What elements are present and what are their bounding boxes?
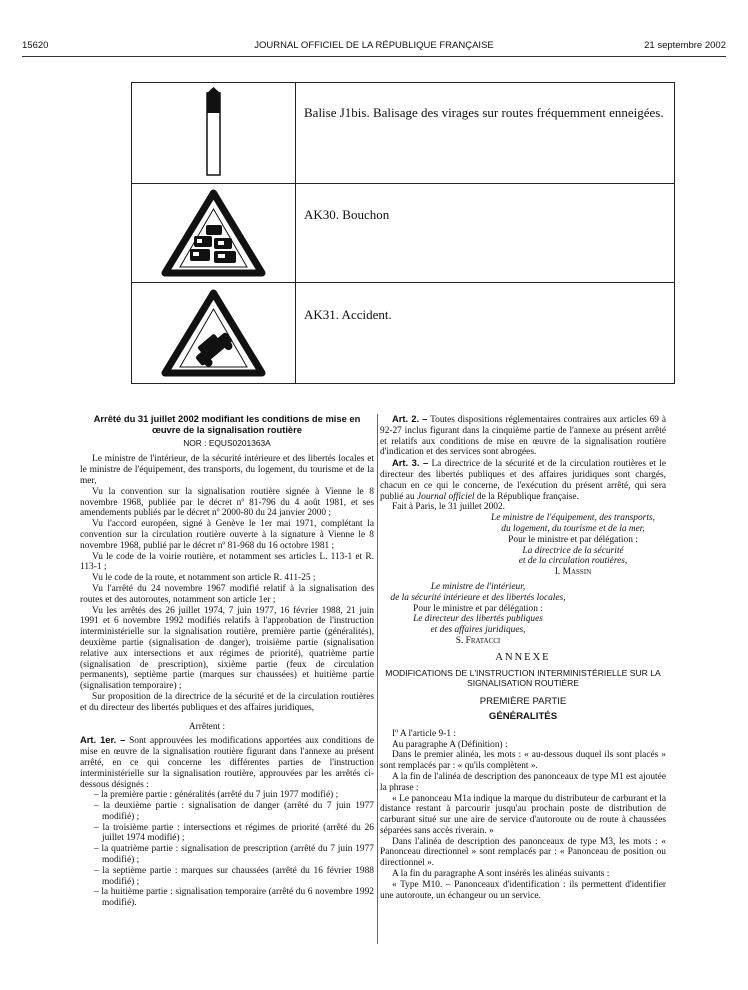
sig2-line1: Le ministre de l'intérieur, (430, 581, 526, 592)
paragraph: Le ministre de l'intérieur, de la sécurité intérieure et des libertés locales et le ministre de l'équipement, des transports, du logement, du tourisme et de la mer, (80, 454, 374, 486)
sign-picture-cell (132, 283, 296, 383)
article-3 (380, 458, 666, 502)
list-item: – la troisième partie : intersections et régimes de priorité (arrêté du 26 juillet 1974 modifié) ; (94, 822, 374, 844)
sign-description: AK30. Bouchon (304, 207, 390, 222)
paragraph: Vu le code de la route, et notamment son article R. 411-25 ; (92, 573, 316, 584)
paragraph: A la fin du paragraphe A sont insérés les alinéas suivants : (392, 869, 610, 880)
journal-title: JOURNAL OFFICIEL DE LA RÉPUBLIQUE FRANÇAISE (254, 40, 494, 51)
sig1-line2: du logement, du tourisme et de la mer, (501, 523, 645, 534)
sign-description: AK31. Accident. (304, 307, 392, 322)
sig1-line4: La directrice de la sécurité (522, 545, 624, 556)
sign-row (132, 83, 674, 184)
signature-block-1 (380, 513, 666, 578)
sig1-line5: et de la circulation routières, (518, 556, 628, 567)
fait-a-paris: Fait à Paris, le 31 juillet 2002. (392, 502, 506, 513)
sign-row (132, 283, 674, 383)
left-column (80, 414, 374, 909)
sig2-line4: Le directeur des libertés publiques (413, 614, 543, 625)
article-2-label: Art. 2. – (392, 413, 428, 424)
list-item: – la deuxième partie : signalisation de danger (arrêté du 7 juin 1977 modifié) ; (94, 801, 374, 822)
header-rule (22, 56, 726, 57)
journal-officiel-ref: Journal officiel (416, 491, 475, 502)
annexe-title: ANNEXE (495, 651, 551, 663)
parts-list (80, 790, 374, 909)
sig1-name: I. Massin (554, 567, 592, 578)
section-heading: GÉNÉRALITÉS (488, 710, 558, 722)
annexe-subtitle: MODIFICATIONS DE L'INSTRUCTION INTERMINISTÉRIELLE SUR LA SIGNALISATION ROUTIÈRE (385, 667, 661, 689)
article-2 (380, 414, 666, 458)
article-1-label: Art. 1er. – (80, 734, 126, 746)
paragraph: Au paragraphe A (Définition) : (392, 739, 508, 750)
sign-row (132, 183, 674, 283)
paragraph: « Le panonceau M1a indique la marque du distributeur de carburant et la distance restant à parcourir jusqu'au prochain poste de distribution de carburant situé sur une aire de service d'autoroute ou de route à chaussées séparées sans accès riverain. » (380, 793, 666, 836)
paragraph: « Type M10. – Panonceaux d'identification : ils permettent d'identifier une autoroute, un échangeur ou un service. (380, 879, 666, 901)
column-divider (377, 414, 378, 944)
sig2-line5: et des affaires juridiques, (430, 625, 526, 636)
paragraph: Dans le premier alinéa, les mots : « au-dessous duquel ils sont placés » sont remplacés par : « qu'ils complètent ». (380, 750, 666, 772)
list-item: – la première partie : généralités (arrêté du 7 juin 1977 modifié) ; (94, 790, 339, 801)
sign-picture-cell (132, 83, 296, 183)
sig1-line1: Le ministre de l'équipement, des transports, (491, 513, 655, 524)
paragraph: A la fin de l'alinéa de description des panonceaux de type M1 est ajoutée la phrase : (380, 771, 666, 793)
paragraph: Dans l'alinéa de description des panonceaux de type M3, les mots : « Panonceau directionnel » sont remplacés par : « Panonceau de position ou directionnel ». (380, 836, 666, 869)
list-item: – la huitième partie : signalisation temporaire (arrêté du 6 novembre 1992 modifié). (94, 887, 374, 909)
article-2-text: Toutes dispositions réglementaires contraires aux articles 69 à 92-27 inclus figurant dans la cinquième partie de l'annexe au présent arrêté et relatifs aux conditions de mise en œuvre de la signalisation routière d'indication et des services sont abrogées. (380, 415, 666, 458)
sig1-line3: Pour le ministre et par délégation : (508, 534, 638, 545)
part-heading: PREMIÈRE PARTIE (479, 696, 567, 708)
arrete-title: Arrêté du 31 juillet 2002 modifiant les conditions de mise en œuvre de la signalisation routière (93, 413, 361, 435)
paragraph: Vu l'accord européen, signé à Genève le 1er mai 1971, complétant la convention sur la circulation routière ouverte à la signature à Vienne le 8 novembre 1968, publié par le décret nº 81-968 du 16 octobre 1981 ; (80, 519, 374, 551)
paragraph: Vu le code de la voirie routière, et notamment ses articles L. 113-1 et R. 113-1 ; (80, 551, 374, 573)
article-3-label: Art. 3. – (392, 457, 429, 469)
article-1-text: Sont approuvées les modifications apportées aux conditions de mise en œuvre de la signalisation routière figurant dans l'annexe au présent arrêté, en ce qui concerne les différentes parties de l'instruction interministérielle sur la signalisation routière, approuvées par les arrêtés ci-dessous désignés : (80, 736, 375, 790)
sig2-line2: de la sécurité intérieure et des libertés locales, (390, 592, 566, 603)
signature-block-2 (380, 582, 666, 647)
signs-table (131, 82, 675, 384)
snow-pole-beacon-icon (132, 83, 295, 183)
sign-description: Balise J1bis. Balisage des virages sur routes fréquemment enneigées. (304, 105, 664, 120)
arretent-heading: Arrêtent : (188, 721, 226, 732)
paragraph: Vu l'arrêté du 24 novembre 1967 modifié relatif à la signalisation des routes et des autoroutes, notamment son article 1er ; (80, 583, 374, 605)
nor-reference: NOR : EQUS0201363A (183, 437, 271, 448)
paragraph: Sur proposition de la directrice de la sécurité et de la circulation routières et du directeur des libertés publiques et des affaires juridiques, (80, 691, 374, 713)
right-column (380, 414, 666, 901)
sign-picture-cell (132, 183, 296, 282)
sig2-name: S. Fratacci (455, 635, 501, 646)
paragraph: Vu les arrêtés des 26 juillet 1974, 7 juin 1977, 16 février 1988, 21 juin 1991 et 6 novembre 1992 modifiés relatifs à l'approbation de l'instruction interministérielle sur la signalisation routière, première partie (généralités), deuxième partie (signalisation de danger), troisième partie (signalisation relative aux intersections et aux régimes de priorité), quatrième partie (signalisation de prescription), sixième partie (feux de circulation permanents), septième partie (marques sur chaussées) et huitième partie (signalisation temporaire) ; (80, 605, 374, 692)
publication-date: 21 septembre 2002 (644, 40, 726, 51)
list-item: – la septième partie : marques sur chaussées (arrêté du 16 février 1988 modifié) ; (94, 865, 374, 887)
paragraph: Vu la convention sur la signalisation routière signée à Vienne le 8 novembre 1968, publiée par le décret nº 81-796 du 4 août 1981, et ses amendements publiés par le décret nº 2000-80 du 24 janvier 2000 ; (80, 486, 374, 519)
article-3-text-b: de la République française. (476, 491, 579, 502)
paragraph: Iº A l'article 9-1 : (392, 728, 456, 739)
page-header (22, 40, 726, 54)
article-3-text-a: La directrice de la sécurité et de la circulation routières et le directeur des libertés publiques et des affaires juridiques sont chargés, chacun en ce qui le concerne, de l'exécution du présent arrêté, qui sera publié au (380, 459, 667, 502)
article-1 (80, 735, 374, 790)
traffic-jam-warning-sign-icon (132, 183, 295, 282)
list-item: – la quatrième partie : signalisation de prescription (arrêté du 7 juin 1977 modifié) ; (94, 844, 374, 866)
page-number: 15620 (22, 40, 49, 51)
accident-warning-sign-icon (132, 283, 295, 383)
sig2-line3: Pour le ministre et par délégation : (413, 603, 543, 614)
